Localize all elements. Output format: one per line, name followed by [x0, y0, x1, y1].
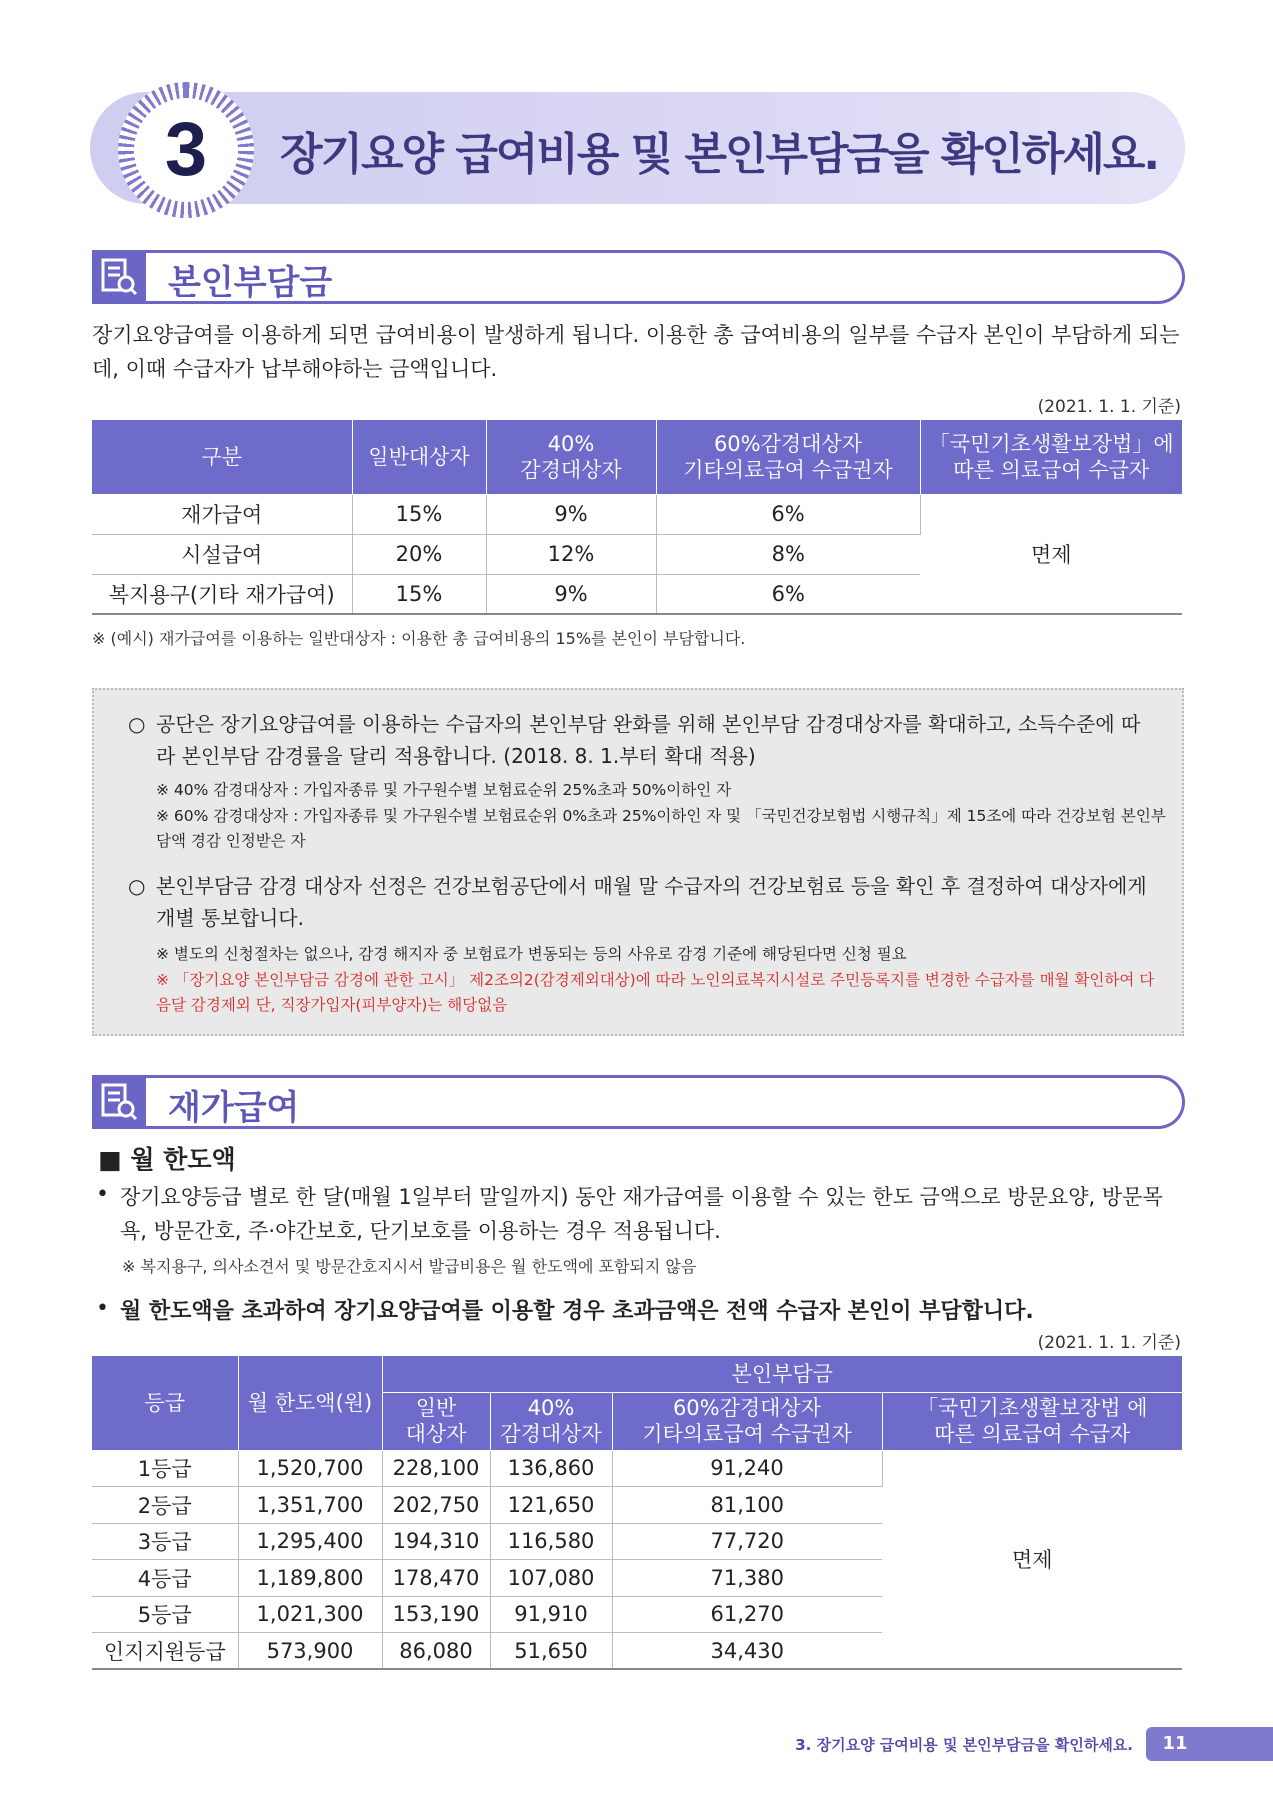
table-cell: 91,240: [612, 1450, 882, 1487]
header-cell: 「국민기초생활보장법 에 따른 의료급여 수급자: [882, 1392, 1182, 1450]
table-cell: 9%: [486, 494, 656, 534]
table-cell: 77,720: [612, 1523, 882, 1560]
table-cell: 1,021,300: [238, 1596, 382, 1633]
table-cell: 153,190: [382, 1596, 490, 1633]
table-cell: 4등급: [92, 1560, 238, 1597]
monthly-limit-desc: 장기요양등급 별로 한 달(매월 1일부터 말일까지) 동안 재가급여를 이용할 수 있는 한도 금액으로 방문요양, 방문목욕, 방문간호, 주·야간보호, 단기보호를 이용하는 경우 적용됩니다.: [120, 1185, 1163, 1243]
info-note-40: ※ 40% 감경대상자 : 가입자종류 및 가구원수별 보험료순위 25%초과 50%이하인 자: [156, 781, 732, 799]
table-cell: 1,295,400: [238, 1523, 382, 1560]
table-cell: 1,520,700: [238, 1450, 382, 1487]
table-cell: 시설급여: [92, 534, 352, 574]
table-cell: 15%: [352, 574, 486, 614]
header-cell: 등급: [92, 1356, 238, 1450]
header-cell: 60%감경대상자 기타의료급여 수급권자: [612, 1392, 882, 1450]
table-cell: 121,650: [490, 1487, 612, 1524]
table-cell: 6%: [656, 574, 920, 614]
table-cell: 116,580: [490, 1523, 612, 1560]
table-cell: 1,189,800: [238, 1560, 382, 1597]
header-cell: 본인부담금: [382, 1356, 1182, 1392]
document-search-icon: [92, 250, 146, 304]
table-cell: 136,860: [490, 1450, 612, 1487]
table-row: [92, 494, 1182, 534]
copay-intro: 장기요양급여를 이용하게 되면 급여비용이 발생하게 됩니다. 이용한 총 급여비용의 일부를 수급자 본인이 부담하게 되는데, 이때 수급자가 납부해야하는 금액입니다.: [92, 323, 1180, 381]
table-cell: 15%: [352, 494, 486, 534]
table-cell: 194,310: [382, 1523, 490, 1560]
monthly-limit-heading: ■ 월 한도액: [98, 1145, 236, 1174]
table-cell: 34,430: [612, 1633, 882, 1670]
chapter-number: 3: [164, 107, 208, 192]
header-cell: 일반 대상자: [382, 1392, 490, 1450]
info-item-2: 본인부담금 감경 대상자 선정은 건강보험공단에서 매월 말 수급자의 건강보험료 등을 확인 후 결정하여 대상자에게 개별 통보합니다.: [156, 874, 1147, 930]
header-cell: 40% 감경대상자: [486, 420, 656, 494]
chapter-badge: [118, 82, 254, 218]
circle-bullet: ○: [128, 712, 146, 736]
table-cell: 8%: [656, 534, 920, 574]
excess-notice: 월 한도액을 초과하여 장기요양급여를 이용할 경우 초과금액은 전액 수급자 본인이 부담합니다.: [120, 1299, 1034, 1324]
table-cell: 1,351,700: [238, 1487, 382, 1524]
table-cell: 61,270: [612, 1596, 882, 1633]
section-title-copay: 본인부담금: [168, 263, 333, 303]
monthly-limit-table: [92, 1356, 1182, 1670]
header-cell: 60%감경대상자 기타의료급여 수급권자: [656, 420, 920, 494]
table-cell: 71,380: [612, 1560, 882, 1597]
header-cell: 구분: [92, 420, 352, 494]
table-cell: 5등급: [92, 1596, 238, 1633]
table-cell: 재가급여: [92, 494, 352, 534]
table-cell: 81,100: [612, 1487, 882, 1524]
footer-chapter-title: 3. 장기요양 급여비용 및 본인부담금을 확인하세요.: [795, 1736, 1133, 1754]
info-note-application: ※ 별도의 신청절차는 없으나, 감경 해지자 중 보험료가 변동되는 등의 사유로 감경 기준에 해당된다면 신청 필요: [156, 945, 907, 963]
table-cell: 178,470: [382, 1560, 490, 1597]
table-cell: 202,750: [382, 1487, 490, 1524]
basis-date: (2021. 1. 1. 기준): [1037, 397, 1181, 417]
table-cell: 20%: [352, 534, 486, 574]
table-cell: 3등급: [92, 1523, 238, 1560]
basis-date: (2021. 1. 1. 기준): [1037, 1333, 1181, 1353]
table-cell: 인지지원등급: [92, 1633, 238, 1670]
table-cell: 228,100: [382, 1450, 490, 1487]
header-cell: 일반대상자: [352, 420, 486, 494]
example-note: ※ (예시) 재가급여를 이용하는 일반대상자 : 이용한 총 급여비용의 15%를 본인이 부담합니다.: [92, 629, 746, 648]
info-note-exclusion: ※ 「장기요양 본인부담금 감경에 관한 고시」 제2조의2(감경제외대상)에 따라 노인의료복지시설로 주민등록지를 변경한 수급자를 매월 확인하여 다음달 감경제외 단, 직장가입자(피부양자)는 해당없음: [156, 971, 1155, 1014]
exempt-cell: 면제: [920, 494, 1182, 614]
copay-rate-table: [92, 420, 1182, 615]
table-row: [92, 1450, 1182, 1487]
table-cell: 12%: [486, 534, 656, 574]
table-header-row: [92, 1356, 1182, 1392]
exempt-cell: 면제: [882, 1450, 1182, 1669]
document-search-icon: [92, 1075, 146, 1129]
table-cell: 51,650: [490, 1633, 612, 1670]
table-cell: 1등급: [92, 1450, 238, 1487]
header-cell: 「국민기초생활보장법」에 따른 의료급여 수급자: [920, 420, 1182, 494]
table-cell: 9%: [486, 574, 656, 614]
table-cell: 573,900: [238, 1633, 382, 1670]
table-cell: 91,910: [490, 1596, 612, 1633]
table-cell: 2등급: [92, 1487, 238, 1524]
table-cell: 86,080: [382, 1633, 490, 1670]
monthly-limit-note: ※ 복지용구, 의사소견서 및 방문간호지시서 발급비용은 월 한도액에 포함되지 않음: [122, 1257, 697, 1276]
dot-bullet: •: [96, 1296, 109, 1321]
header-cell: 40% 감경대상자: [490, 1392, 612, 1450]
info-item-1: 공단은 장기요양급여를 이용하는 수급자의 본인부담 완화를 위해 본인부담 감경대상자를 확대하고, 소득수준에 따라 본인부담 감경률을 달리 적용합니다. (2018. 8. 1.부터 확대 적용): [156, 712, 1141, 768]
page-title: 장기요양 급여비용 및 본인부담금을 확인하세요.: [280, 129, 1159, 180]
dot-bullet: •: [96, 1182, 109, 1207]
header-cell: 월 한도액(원): [238, 1356, 382, 1450]
table-cell: 복지용구(기타 재가급여): [92, 574, 352, 614]
table-cell: 107,080: [490, 1560, 612, 1597]
table-header-row: [92, 420, 1182, 494]
circle-bullet: ○: [128, 874, 146, 898]
section-title-home-care: 재가급여: [168, 1088, 300, 1128]
page-number: 11: [1162, 1733, 1188, 1754]
table-cell: 6%: [656, 494, 920, 534]
info-note-60: ※ 60% 감경대상자 : 가입자종류 및 가구원수별 보험료순위 0%초과 25%이하인 자 및 「국민건강보험법 시행규칙」제 15조에 따라 건강보험 본인부담액 경감 인정받은 자: [156, 807, 1166, 850]
